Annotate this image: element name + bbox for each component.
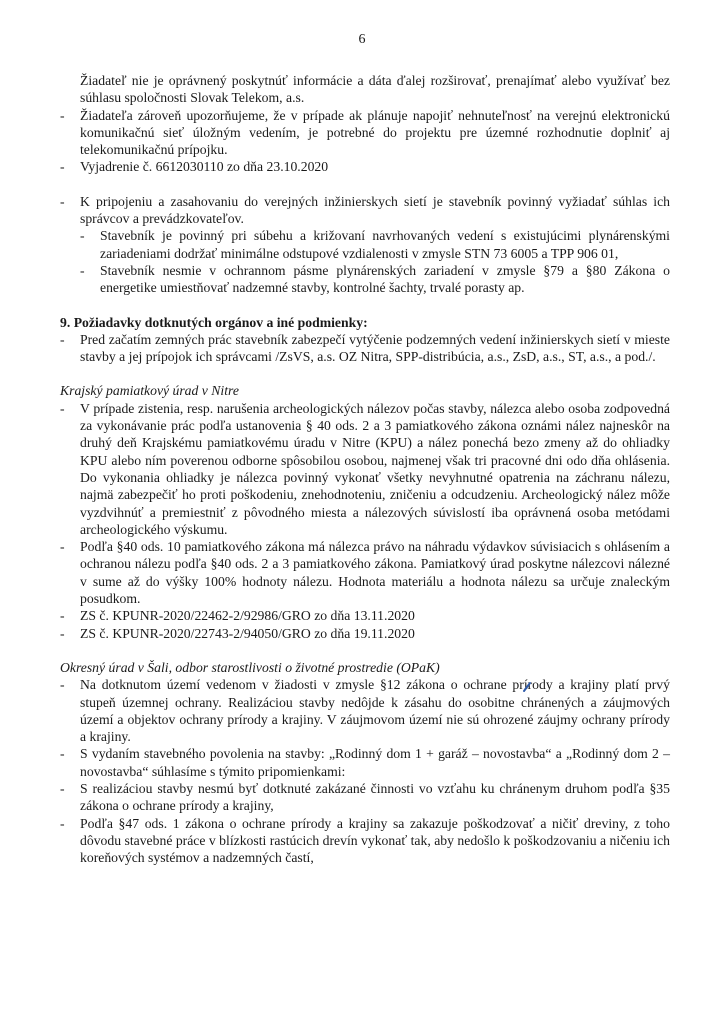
list-item (60, 538, 670, 607)
sub-list-item-text: Stavebník je povinný pri súbehu a križovaní navrhovaných vedení s existujúcimi plynárenskými zariadeniami dodržať minimálne odstupové vzdialenosti v zmysle STN 73 6005 a TPP 906 01, (100, 228, 670, 261)
page-content (60, 72, 670, 866)
list-item-text: Vyjadrenie č. 6612030110 zo dňa 23.10.2020 (80, 159, 329, 175)
bullet-dash: - (60, 780, 65, 796)
list-item (60, 607, 670, 624)
authority-heading: Krajský pamiatkový úrad v Nitre (60, 383, 239, 399)
bullet-dash: - (60, 159, 65, 175)
list-item (60, 193, 670, 228)
list-item-text: Na dotknutom území vedenom v žiadosti v zmysle §12 zákona o ochrane prírody a krajiny platí prvý stupeň územnej ochrany. Realizáciou stavby nedôjde k zásahu do osobitne chránených a záujmových území a objektov ochrany prírody a krajiny. V záujmovom území nie sú ohrozené záujmy ochrany prírody a krajiny. (80, 677, 670, 745)
list-item (60, 780, 670, 815)
list-item-text: Žiadateľa zároveň upozorňujeme, že v prípade ak plánuje napojiť nehnuteľnosť na verejnú elektronickú komunikačnú sieť úložným vedením, je potrebné do projektu pre územné rozhodnutie doplniť aj telekomunikačnú prípojku. (80, 107, 670, 158)
list-item (60, 158, 670, 175)
list-item (60, 745, 670, 780)
telekom-intro-paragraph: Žiadateľ nie je oprávnený poskytnúť informácie a dáta ďalej rozširovať, prenajímať alebo využívať bez súhlasu spoločnosti Slovak Telekom, a.s. (80, 73, 670, 106)
pen-mark (522, 681, 532, 693)
list-item (60, 331, 670, 366)
list-item (60, 400, 670, 538)
bullet-dash: - (60, 608, 65, 624)
list-item (60, 107, 670, 159)
bullet-dash: - (60, 746, 65, 762)
list-item-text: Podľa §47 ods. 1 zákona o ochrane prírody a krajiny sa zakazuje poškodzovať a ničiť dreviny, z toho dôvodu stavebné práce v blízkosti rastúcich drevín vykonať tak, aby nedošlo k poškodzovaniu a ničeniu ich koreňových systémov a nadzemných častí, (80, 815, 670, 866)
bullet-dash: - (80, 228, 85, 244)
bullet-dash: - (60, 400, 65, 416)
list-item-text: ZS č. KPUNR-2020/22462-2/92986/GRO zo dňa 13.11.2020 (80, 608, 415, 624)
list-item-text: K pripojeniu a zasahovaniu do verejných inžinierskych sietí je stavebník povinný vyžiadať súhlas ich správcov a prevádzkovateľov. (80, 193, 670, 227)
bullet-dash: - (60, 677, 65, 693)
page-number: 6 (358, 32, 366, 47)
bullet-dash: - (60, 625, 65, 641)
bullet-dash: - (60, 539, 65, 555)
authority-heading: Okresný úrad v Šali, odbor starostlivosti o životné prostredie (OPaK) (60, 659, 440, 675)
list-item-text: ZS č. KPUNR-2020/22743-2/94050/GRO zo dňa 19.11.2020 (80, 625, 415, 641)
bullet-dash: - (60, 331, 65, 347)
list-item-text: V prípade zistenia, resp. narušenia archeologických nálezov počas stavby, nálezca alebo osoba zodpovedná za vykonávanie prác podľa ustanovenia § 40 ods. 2 a 3 pamiatkového zákona oznámi nález najneskôr na druhý deň Krajskému pamiatkovému úradu v Nitre (KPU) a nález ponechá bezo zmeny až do ohliadky KPU alebo ním poverenou odborne spôsobilou osobou, najmenej však tri pracovné dni odo dňa ohlásenia. Do vykonania ohliadky je nálezca povinný vykonať všetky nevyhnutné opatrenia na záchranu nálezu, najmä zabezpečiť ho proti poškodeniu, znehodnoteniu, zničeniu a odcudzeniu. Archeologický nález môže vyzdvihnúť a premiestniť z pôvodného miesta a nálezových súvislostí iba oprávnená osoba metódami archeologického výskumu. (80, 400, 670, 537)
section-heading: 9. Požiadavky dotknutých orgánov a iné podmienky: (60, 314, 368, 330)
bullet-dash: - (60, 193, 65, 209)
list-item (60, 815, 670, 867)
sub-list-item (60, 227, 670, 262)
bullet-dash: - (60, 815, 65, 831)
list-item-text: S realizáciou stavby nesmú byť dotknuté zakázané činnosti vo vzťahu ku chránenym druhom podľa §35 zákona o ochrane prírody a krajiny, (80, 780, 670, 814)
sub-list-item-text: Stavebník nesmie v ochrannom pásme plynárenských zariadení v zmysle §79 a §80 Zákona o energetike umiestňovať nadzemné stavby, kontrolné šachty, trvalé porasty ap. (100, 262, 670, 296)
bullet-dash: - (60, 107, 65, 123)
list-item-text: Podľa §40 ods. 10 pamiatkového zákona má nálezca právo na náhradu výdavkov súvisiacich s ohlásením a ochranou nálezu podľa §40 ods. 2 a 3 pamiatkového zákona. Pamiatkový úrad poskytne nálezcovi nálezné v sume až do výšky 100% hodnoty nálezu. Hodnota materiálu a hodnota nálezu sa určuje znaleckým posudkom. (80, 539, 670, 607)
bullet-dash: - (80, 262, 85, 278)
sub-list-item (60, 262, 670, 297)
list-item-text: Pred začatím zemných prác stavebník zabezpečí vytýčenie podzemných vedení inžinierskych sietí v mieste stavby a jej prípojok ich správcami /ZsVS, a.s. OZ Nitra, SPP-distribúcia, a.s., ZsD, a.s., ST, a.s., a pod./. (80, 331, 670, 365)
list-item-text: S vydaním stavebného povolenia na stavby: „Rodinný dom 1 + garáž – novostavba“ a „Rodinný dom 2 – novostavba“ súhlasíme s týmito pripomienkami: (80, 746, 670, 779)
list-item (60, 676, 670, 745)
list-item (60, 625, 670, 642)
